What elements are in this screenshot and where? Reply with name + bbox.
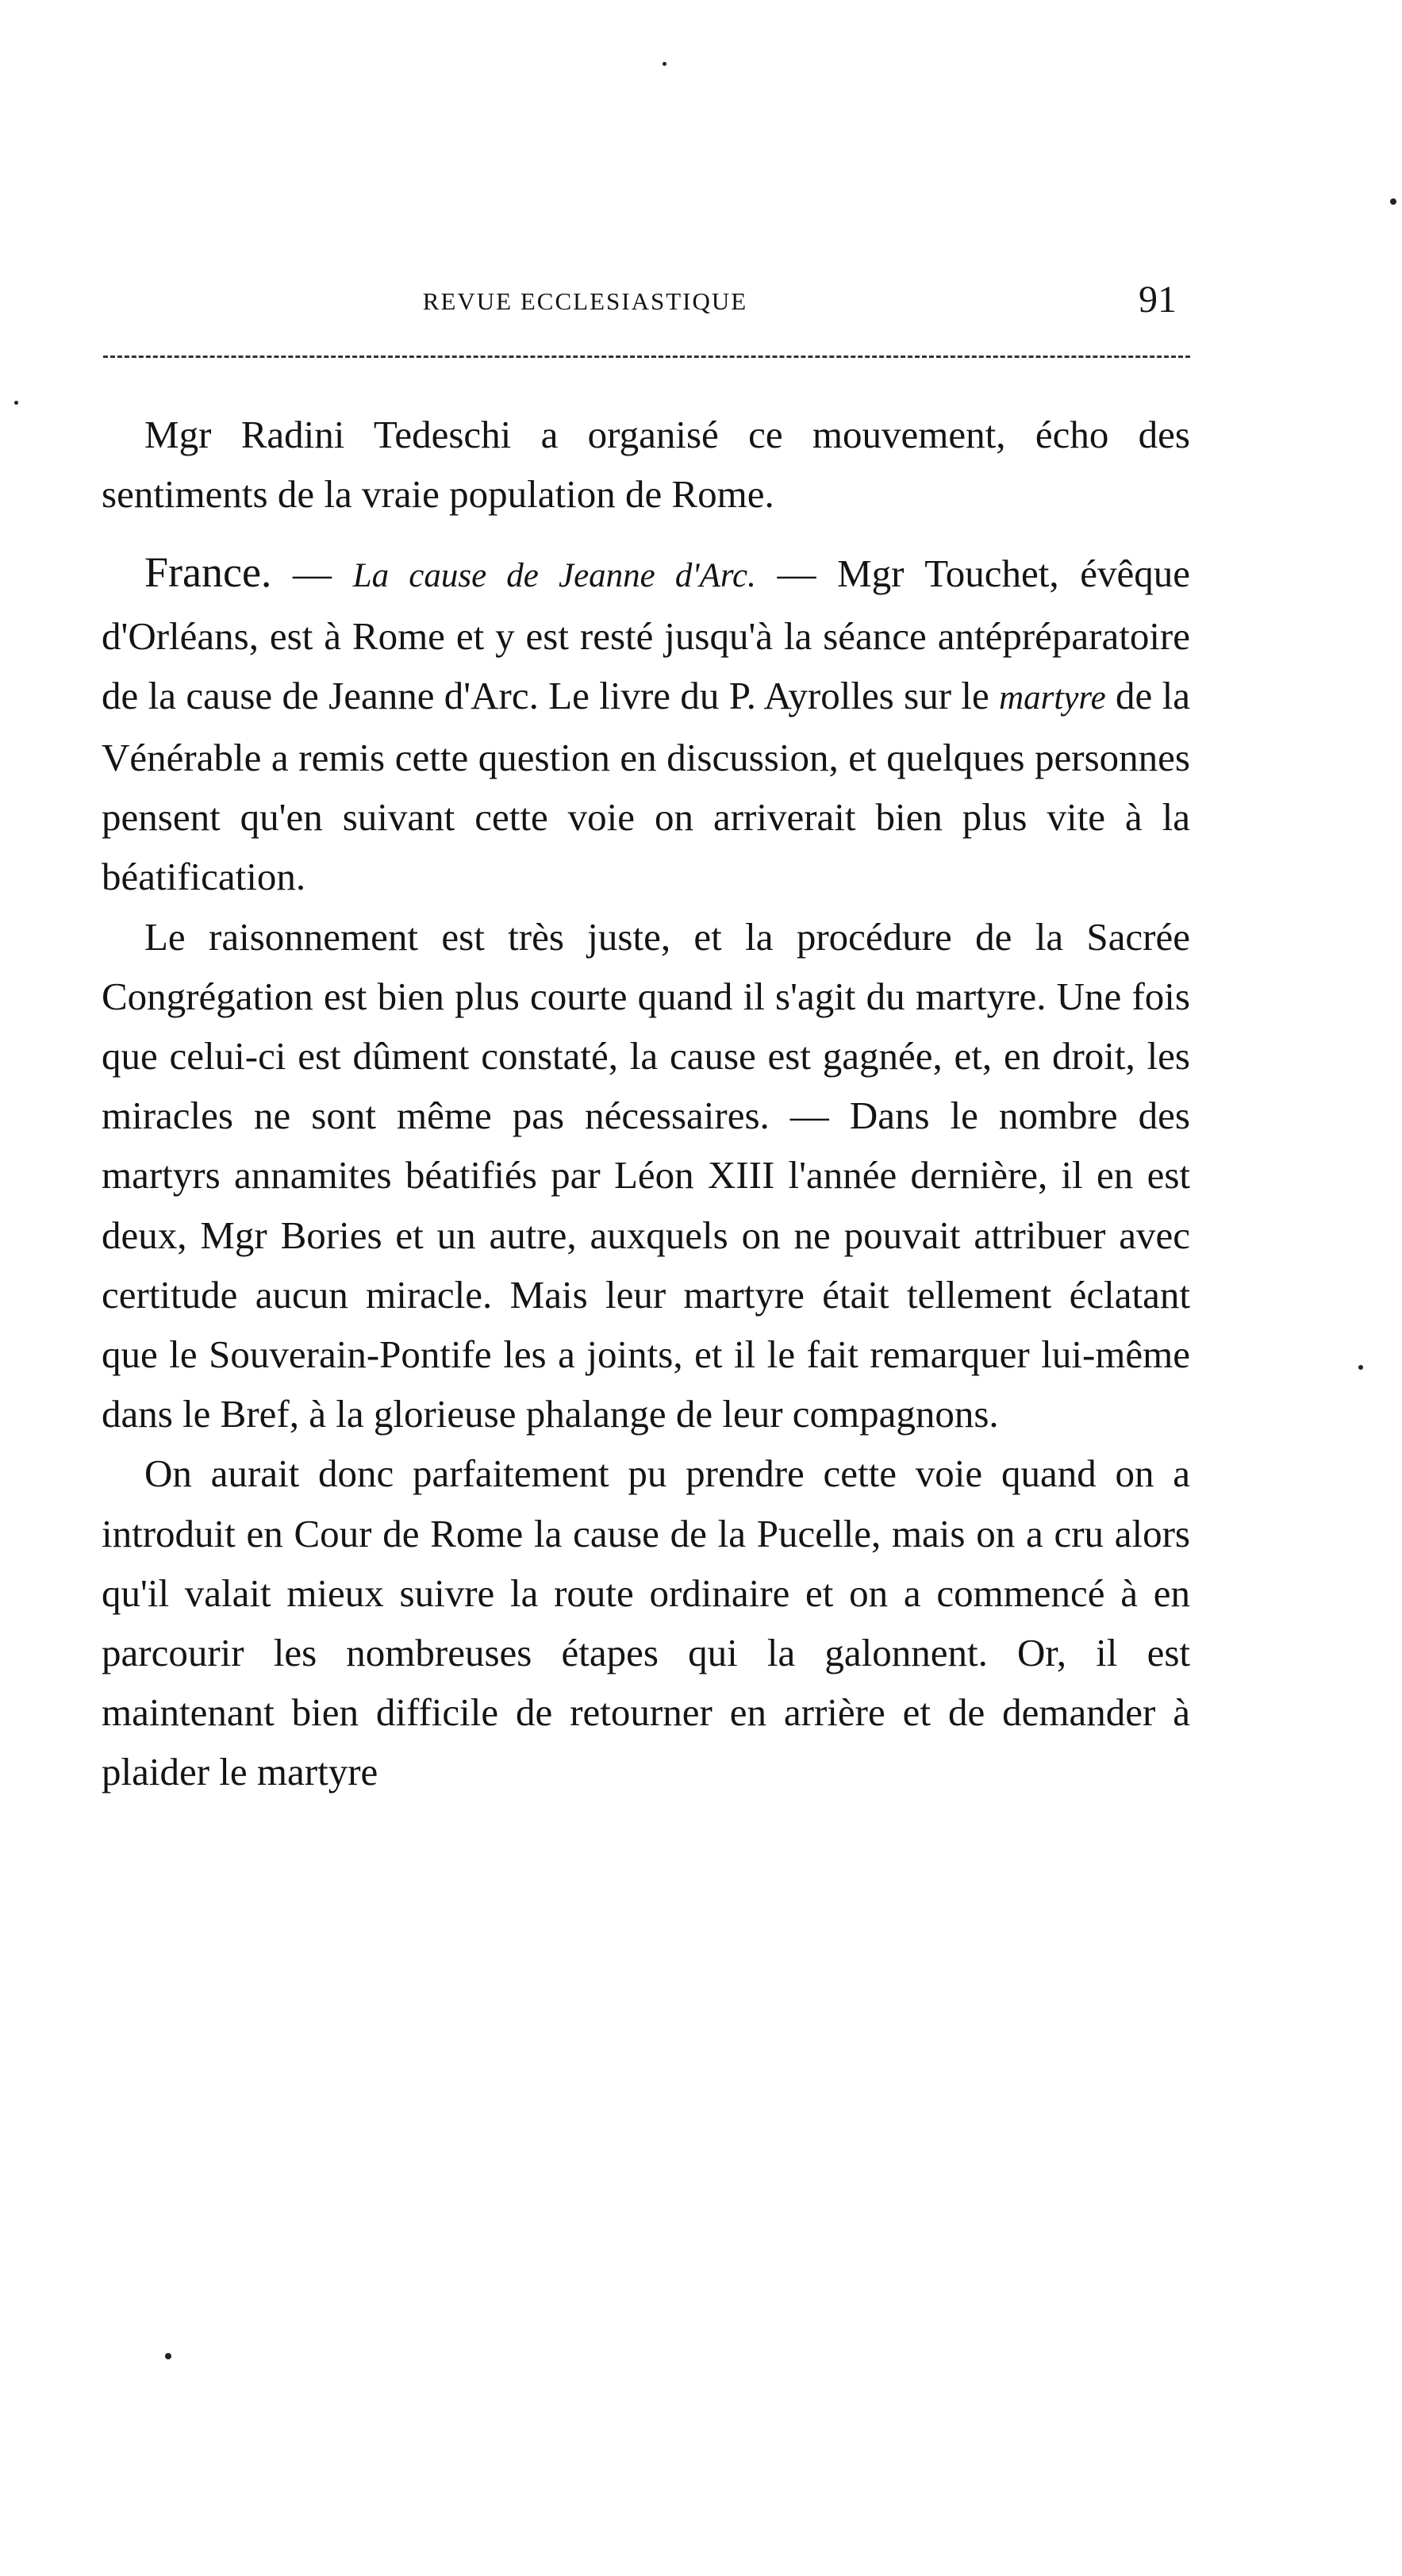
paragraph-rest: de la Vénérable a remis cette question en discussion, et quelques personnes pensent qu'en suivant cette voie on arriverait bien plus vite à la béatification. bbox=[102, 673, 1190, 899]
speck bbox=[1358, 1365, 1363, 1370]
speck bbox=[663, 62, 666, 66]
paragraph-lead: — Mgr Touchet, évêque d'Orléans, est à Rome et y est resté jusqu'à la séance antépréparatoire de la cause de Jeanne d'Arc. Le livre du P. Ayrolles sur le bbox=[102, 552, 1190, 717]
running-title: REVUE ECCLESIASTIQUE bbox=[422, 287, 748, 315]
running-header bbox=[0, 278, 1402, 325]
section-topic: La cause de Jeanne d'Arc. bbox=[352, 557, 756, 595]
speck bbox=[14, 401, 18, 405]
paragraph: Mgr Radini Tedeschi a organisé ce mouvement, écho des sentiments de la vraie population de Rome. bbox=[102, 413, 1190, 517]
section-heading: France. bbox=[144, 548, 272, 597]
speck bbox=[165, 2353, 171, 2359]
header-rule bbox=[103, 356, 1190, 358]
italic-word: martyre bbox=[999, 679, 1106, 717]
body-text bbox=[102, 405, 1190, 1802]
paragraph: On aurait donc parfaitement pu prendre cette voie quand on a introduit en Cour de Rome la cause de la Pucelle, mais on a cru alors qu'il valait mieux suivre la route ordinaire et on a commencé à en parcourir les nombreuses étapes qui la galonnent. Or, il est maintenant bien difficile de retourner en arrière et de demander à plaider le martyre bbox=[102, 1451, 1190, 1794]
paragraph: Le raisonnement est très juste, et la procédure de la Sacrée Congrégation est bien plus courte quand il s'agit du martyre. Une fois que celui-ci est dûment constaté, la cause est gagnée, et, en droit, les miracles ne sont même pas nécessaires. — Dans le nombre des martyrs annamites béatifiés par Léon XIII l'année dernière, il en est deux, Mgr Bories et un autre, auxquels on ne pouvait attribuer avec certitude aucun miracle. Mais leur martyre était tellement éclatant que le Souverain-Pontife les a joints, et il le fait remarquer lui-même dans le Bref, à la glorieuse phalange de leur compagnons. bbox=[102, 914, 1190, 1436]
paragraph-france bbox=[102, 543, 1190, 906]
page-number: 91 bbox=[1139, 279, 1177, 321]
speck bbox=[1390, 198, 1396, 205]
em-dash: — bbox=[271, 552, 353, 596]
